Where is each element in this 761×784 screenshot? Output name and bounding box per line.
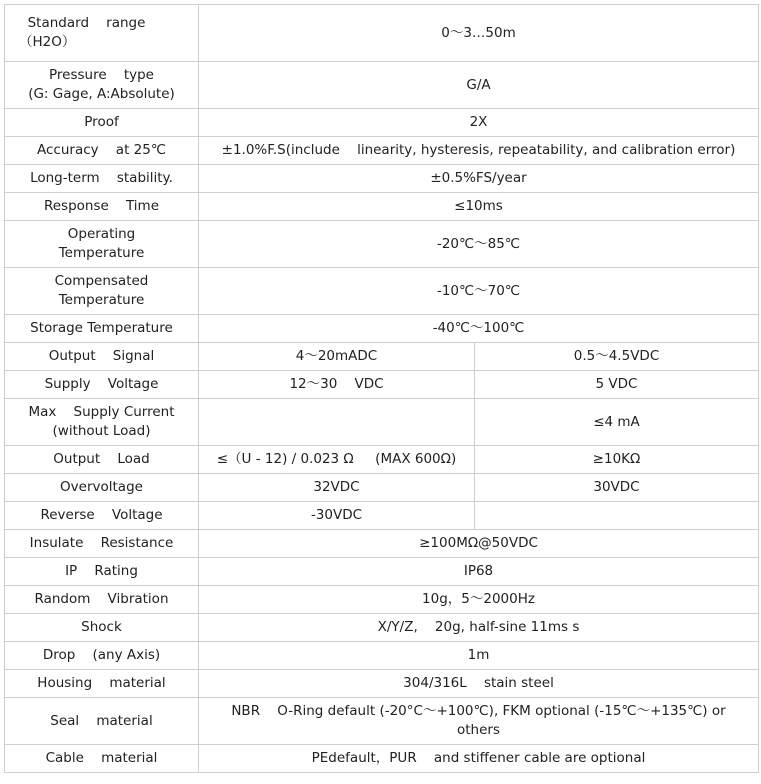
table-row: [5, 745, 759, 773]
row-label: Seal material: [5, 698, 199, 745]
row-value-left: [199, 399, 475, 446]
table-row: [5, 165, 759, 193]
row-label: Max Supply Current (without Load): [5, 399, 199, 446]
row-value-left: 4～20mADC: [199, 343, 475, 371]
row-label: IP Rating: [5, 558, 199, 586]
row-value: X/Y/Z, 20g, half-sine 11ms s: [199, 614, 759, 642]
row-label: Cable material: [5, 745, 199, 773]
row-value: ≥100MΩ@50VDC: [199, 530, 759, 558]
row-value: ±0.5%FS/year: [199, 165, 759, 193]
row-label: Storage Temperature: [5, 315, 199, 343]
table-row: [5, 670, 759, 698]
table-row: [5, 530, 759, 558]
table-row: [5, 558, 759, 586]
row-label: Standard range （H2O）: [5, 5, 199, 62]
table-row: [5, 698, 759, 745]
row-label: Drop (any Axis): [5, 642, 199, 670]
row-value: -10℃～70℃: [199, 268, 759, 315]
row-label: Overvoltage: [5, 474, 199, 502]
row-label: Random Vibration: [5, 586, 199, 614]
table-row: [5, 502, 759, 530]
row-value: 1m: [199, 642, 759, 670]
table-row: [5, 62, 759, 109]
table-row: [5, 343, 759, 371]
table-row: [5, 371, 759, 399]
table-row: [5, 5, 759, 62]
row-label: Shock: [5, 614, 199, 642]
table-row: [5, 193, 759, 221]
table-row: [5, 614, 759, 642]
row-label: Housing material: [5, 670, 199, 698]
table-row: [5, 399, 759, 446]
row-value-left: -30VDC: [199, 502, 475, 530]
row-value-left: 32VDC: [199, 474, 475, 502]
row-label: Output Signal: [5, 343, 199, 371]
row-value: PEdefault，PUR and stiffener cable are optional: [199, 745, 759, 773]
table-row: [5, 315, 759, 343]
row-value-right: [475, 502, 759, 530]
spec-table: [4, 4, 759, 773]
row-label: Proof: [5, 109, 199, 137]
row-value: -20℃～85℃: [199, 221, 759, 268]
row-label: Pressure type (G: Gage, A:Absolute): [5, 62, 199, 109]
row-value: ±1.0%F.S(include linearity, hysteresis, repeatability, and calibration error): [199, 137, 759, 165]
row-label: Operating Temperature: [5, 221, 199, 268]
row-value: NBR O-Ring default (-20°C～+100℃), FKM optional (-15℃～+135℃) or others: [199, 698, 759, 745]
row-value: IP68: [199, 558, 759, 586]
row-label: Output Load: [5, 446, 199, 474]
row-label: Compensated Temperature: [5, 268, 199, 315]
table-row: [5, 268, 759, 315]
row-value-left: ≤（U - 12) / 0.023 Ω (MAX 600Ω): [199, 446, 475, 474]
row-value: 0～3…50m: [199, 5, 759, 62]
table-row: [5, 137, 759, 165]
row-label: Reverse Voltage: [5, 502, 199, 530]
row-label: Accuracy at 25℃: [5, 137, 199, 165]
row-value-right: 0.5～4.5VDC: [475, 343, 759, 371]
row-label: Insulate Resistance: [5, 530, 199, 558]
row-label: Response Time: [5, 193, 199, 221]
table-row: [5, 642, 759, 670]
row-value-right: 5 VDC: [475, 371, 759, 399]
row-value-right: ≤4 mA: [475, 399, 759, 446]
row-value: 2X: [199, 109, 759, 137]
row-value: G/A: [199, 62, 759, 109]
table-row: [5, 446, 759, 474]
row-value: -40℃～100℃: [199, 315, 759, 343]
row-label: Long-term stability.: [5, 165, 199, 193]
row-value-right: ≥10KΩ: [475, 446, 759, 474]
table-row: [5, 109, 759, 137]
row-value: ≤10ms: [199, 193, 759, 221]
table-row: [5, 474, 759, 502]
row-value-left: 12～30 VDC: [199, 371, 475, 399]
table-row: [5, 221, 759, 268]
table-row: [5, 586, 759, 614]
row-value-right: 30VDC: [475, 474, 759, 502]
row-value: 304/316L stain steel: [199, 670, 759, 698]
row-value: 10g，5～2000Hz: [199, 586, 759, 614]
row-label: Supply Voltage: [5, 371, 199, 399]
